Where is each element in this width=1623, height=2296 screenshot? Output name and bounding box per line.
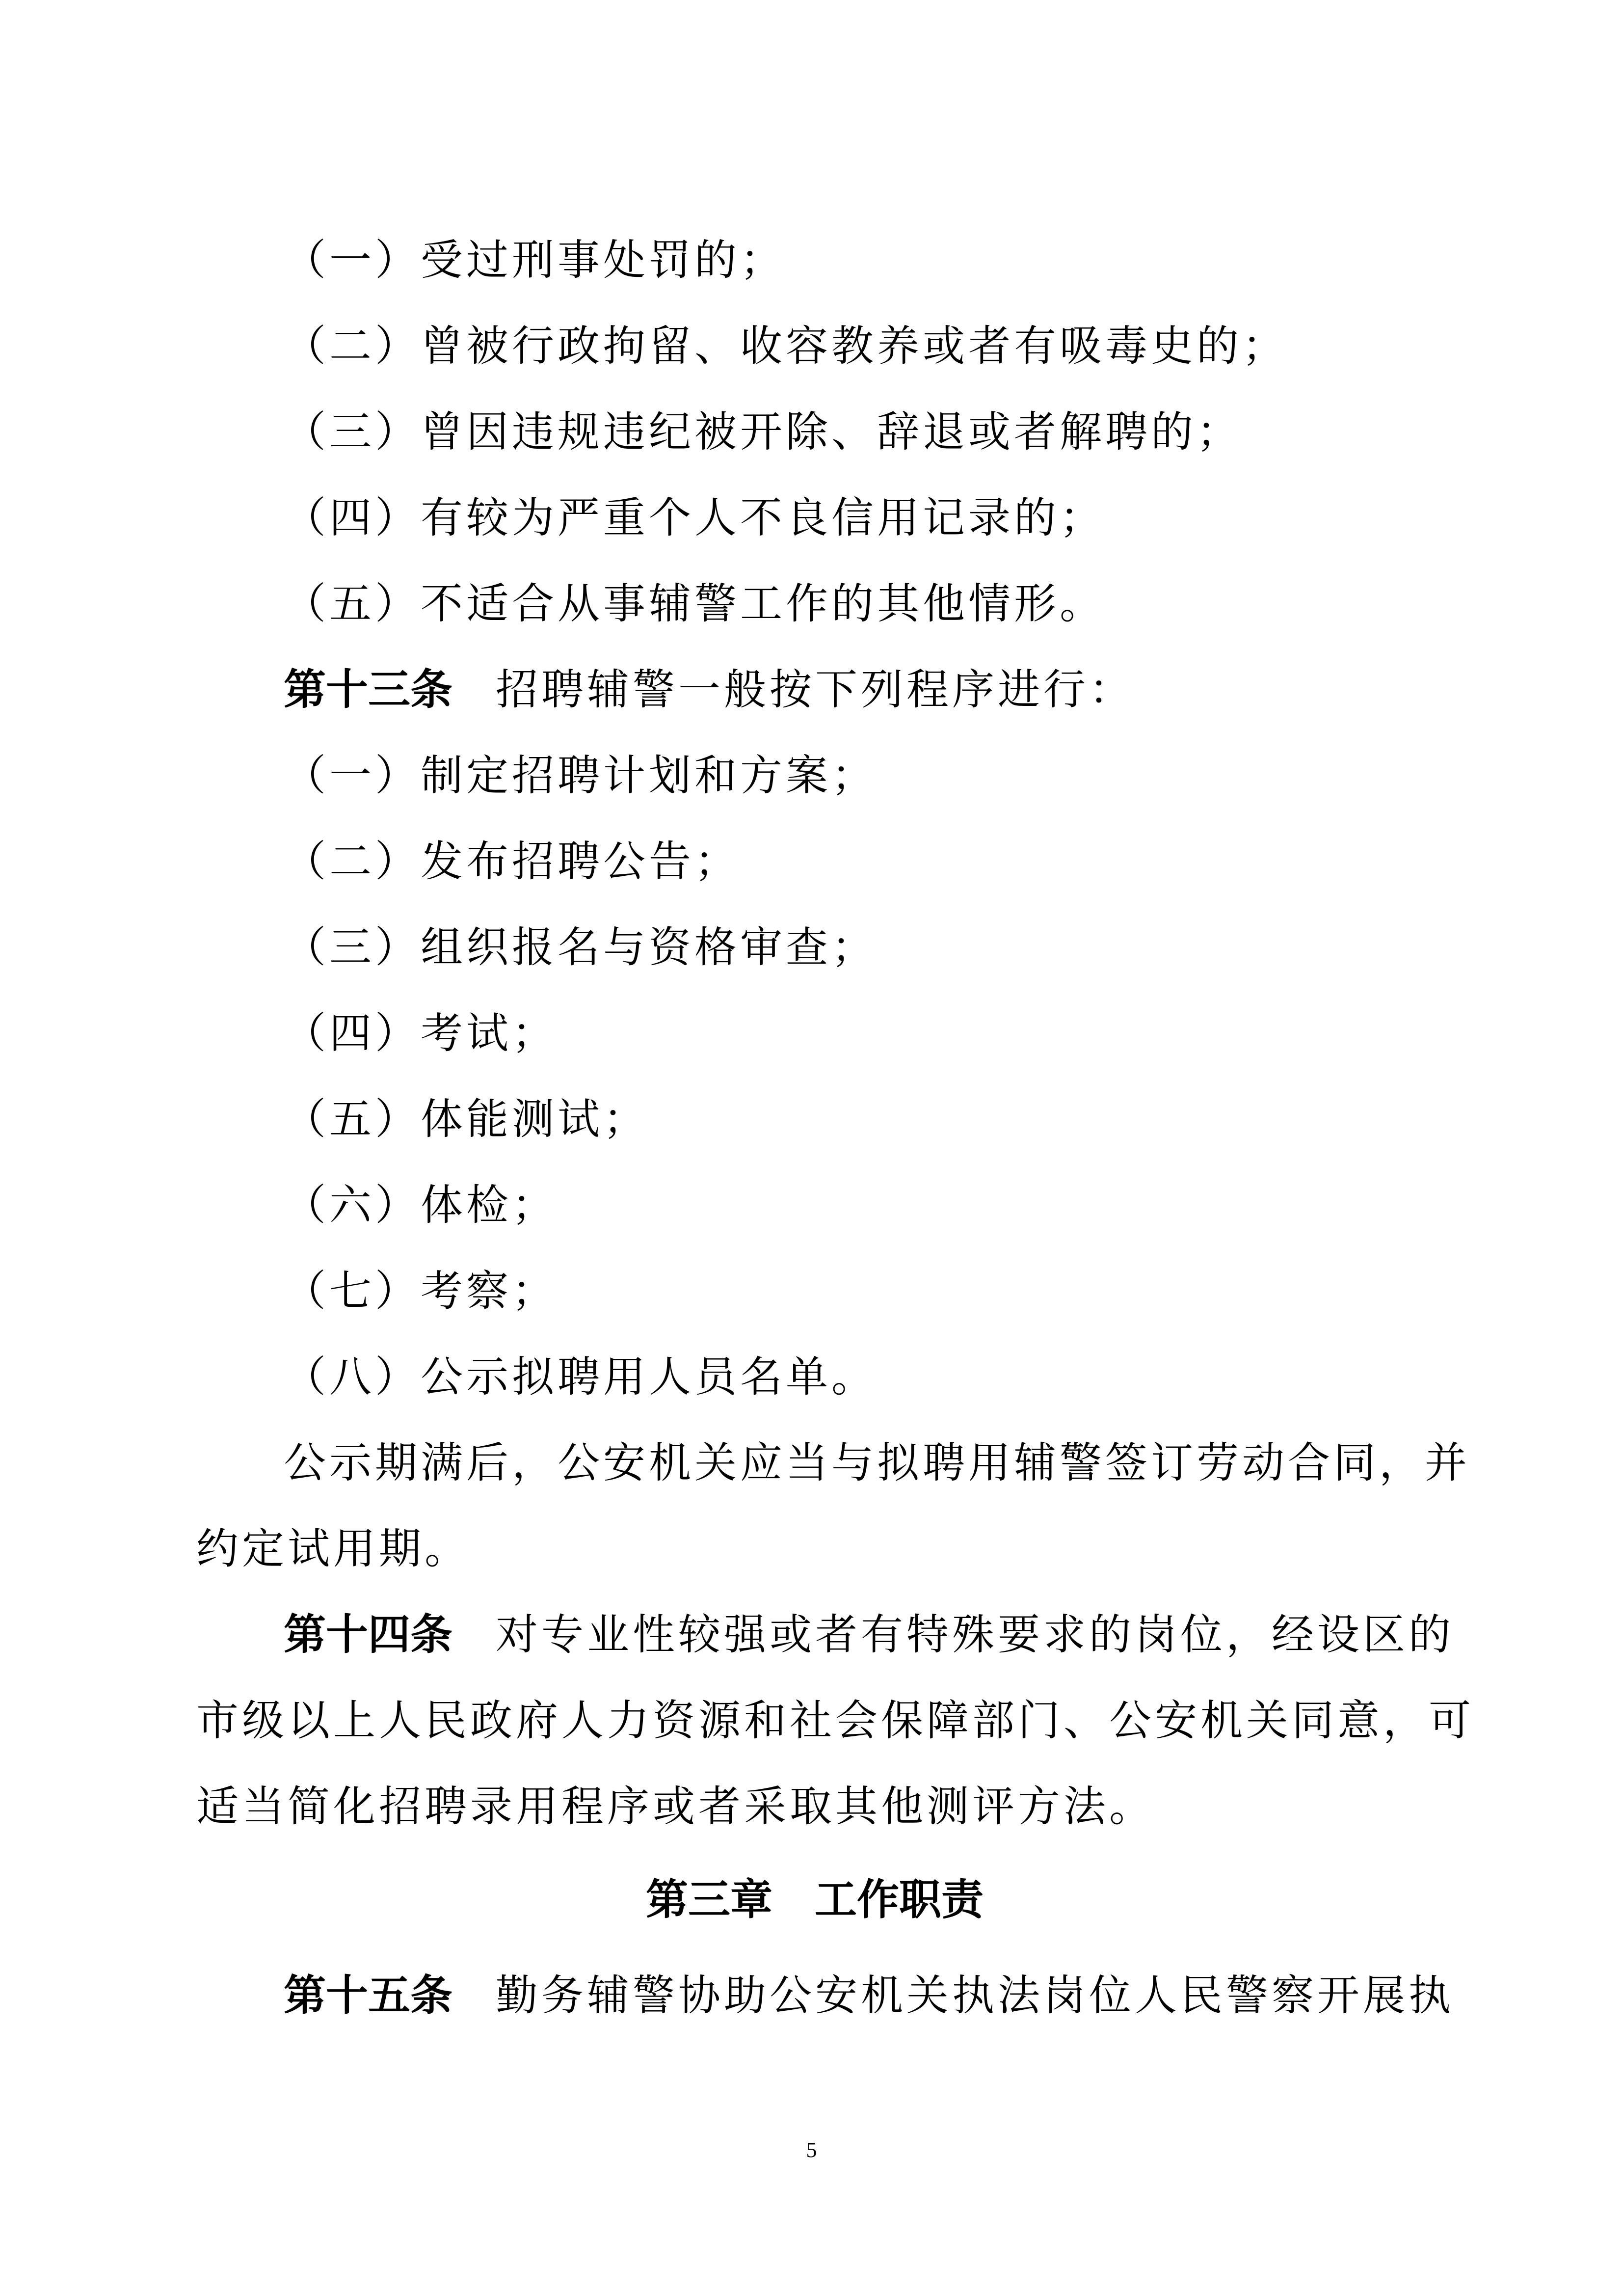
list-item-text: 发布招聘公告；: [421, 837, 740, 886]
list-item-label: （五）: [284, 579, 421, 628]
chapter-heading: 第三章 工作职责: [646, 1875, 984, 1924]
list-item-label: （六）: [284, 1181, 421, 1230]
list-item: [284, 493, 1433, 542]
list-item-label: （四）: [284, 1009, 421, 1058]
list-item-text: 考试；: [421, 1009, 558, 1058]
list-item: [284, 1352, 1433, 1402]
list-item-text: 组织报名与资格审查；: [421, 923, 877, 972]
list-item-label: （二）: [284, 322, 421, 371]
list-item: [284, 837, 1433, 886]
article-15: [284, 1971, 1454, 2020]
article-text: 对专业性较强或者有特殊要求的岗位，经设区的: [496, 1610, 1454, 1659]
list-item: [284, 407, 1433, 457]
paragraph-line: 适当简化招聘录用程序或者采取其他测评方法。: [196, 1782, 1155, 1831]
paragraph-line: 市级以上人民政府人力资源和社会保障部门、公安机关同意，可: [196, 1696, 1474, 1745]
list-item-label: （一）: [284, 751, 421, 800]
article-heading: 第十五条: [284, 1971, 452, 2020]
list-item-label: （四）: [284, 493, 421, 542]
list-item: [284, 579, 1433, 628]
list-item-label: （五）: [284, 1095, 421, 1144]
list-item-text: 考察；: [421, 1267, 558, 1316]
list-item: [284, 1181, 1433, 1230]
list-item-text: 公示拟聘用人员名单。: [421, 1352, 877, 1402]
list-item-text: 受过刑事处罚的；: [421, 236, 786, 285]
list-item-text: 不适合从事辅警工作的其他情形。: [421, 579, 1105, 628]
list-item-text: 曾被行政拘留、收容教养或者有吸毒史的；: [421, 322, 1288, 371]
list-item: [284, 322, 1433, 371]
article-13: [284, 665, 1433, 714]
list-item-text: 制定招聘计划和方案；: [421, 751, 877, 800]
page-number: 5: [806, 2138, 817, 2162]
list-item-label: （三）: [284, 407, 421, 457]
article-text: 招聘辅警一般按下列程序进行：: [496, 665, 1135, 714]
article-14: [284, 1610, 1454, 1659]
list-item: [284, 1009, 1433, 1058]
list-item: [284, 751, 1433, 800]
list-item: [284, 1095, 1433, 1144]
list-item: [284, 1267, 1433, 1316]
list-item-label: （一）: [284, 236, 421, 285]
paragraph-line: 约定试用期。: [196, 1524, 470, 1573]
list-item: [284, 923, 1433, 972]
list-item-text: 体检；: [421, 1181, 558, 1230]
paragraph-line: 公示期满后，公安机关应当与拟聘用辅警签订劳动合同，并: [284, 1438, 1470, 1487]
list-item-label: （二）: [284, 837, 421, 886]
list-item-label: （八）: [284, 1352, 421, 1402]
list-item-text: 有较为严重个人不良信用记录的；: [421, 493, 1105, 542]
list-item-text: 体能测试；: [421, 1095, 649, 1144]
article-text: 勤务辅警协助公安机关执法岗位人民警察开展执: [496, 1971, 1454, 2020]
list-item-label: （七）: [284, 1267, 421, 1316]
article-heading: 第十三条: [284, 665, 452, 714]
list-item-label: （三）: [284, 923, 421, 972]
list-item: [284, 236, 1433, 285]
list-item-text: 曾因违规违纪被开除、辞退或者解聘的；: [421, 407, 1242, 457]
article-heading: 第十四条: [284, 1610, 452, 1659]
